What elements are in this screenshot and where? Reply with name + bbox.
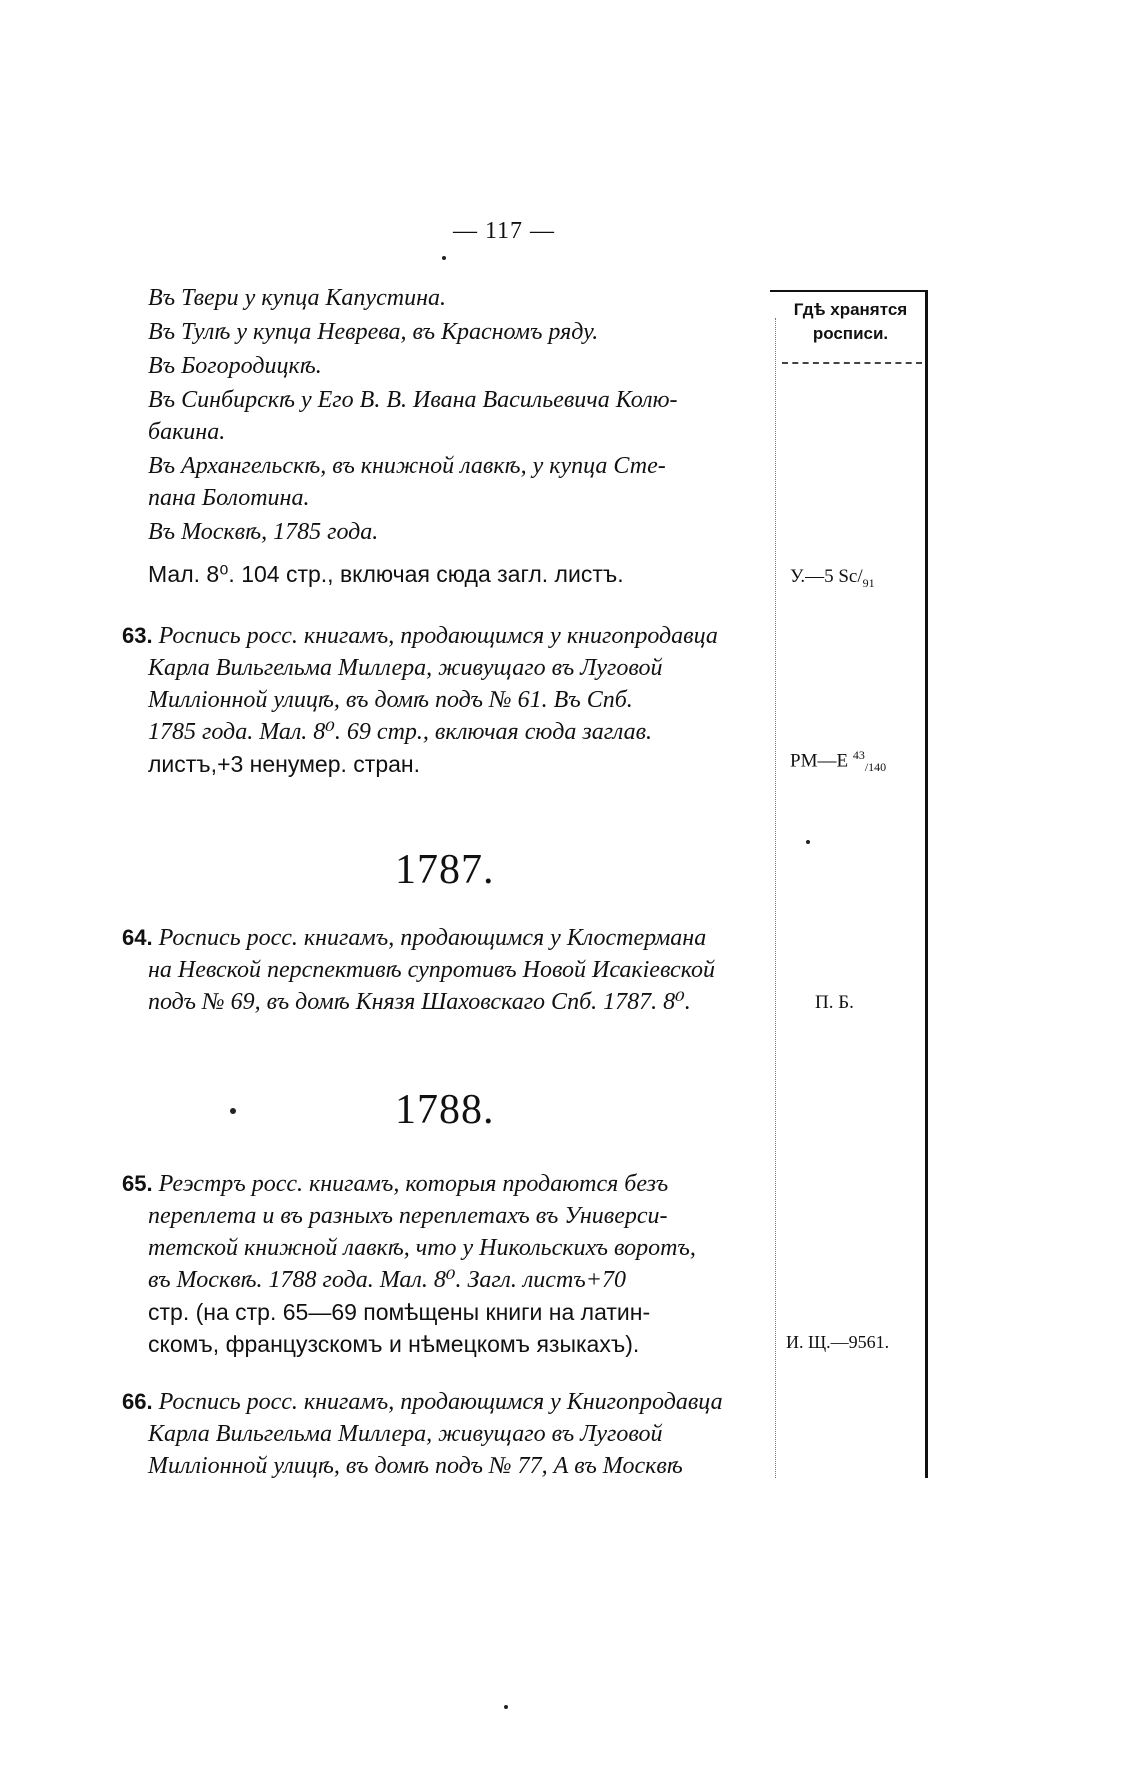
entry-number: 64. <box>122 925 153 950</box>
entry-line: Карла Вильгельма Миллера, живущаго въ Луговой <box>148 1421 663 1447</box>
column-right-rule <box>925 290 928 1478</box>
column-top-rule <box>770 290 928 292</box>
year-heading-1788: 1788. <box>395 1087 495 1133</box>
entry-line: 1785 года. Мал. 8⁰. 69 стр., включая сюда заглав. <box>148 719 653 745</box>
location-sub: 91 <box>862 575 875 590</box>
entry-line: Милліонной улицѣ, въ домѣ подъ № 61. Въ Спб. <box>148 687 633 713</box>
opening-line: Въ Тулѣ у купца Неврева, въ Красномъ ряду. <box>148 319 599 345</box>
location-65: И. Щ.—9561. <box>786 1332 890 1352</box>
scan-speck <box>442 256 446 260</box>
entry-line: стр. (на стр. 65—69 помѣщены книги на латин- <box>148 1299 651 1325</box>
entry-number: 65. <box>122 1171 153 1196</box>
opening-line: Въ Твери у купца Капустина. <box>148 285 446 311</box>
location-64: П. Б. <box>815 992 854 1013</box>
location-sub: /140 <box>864 760 887 775</box>
opening-line: Въ Москвѣ, 1785 года. <box>148 519 379 545</box>
page-number: — 117 — <box>452 218 556 244</box>
entry-line: Роспись росс. книгамъ, продающимся у Клостермана <box>158 925 707 951</box>
entry-number: 63. <box>122 623 153 648</box>
column-header-line2: росписи. <box>812 324 889 343</box>
entry-line: листъ,+3 ненумер. стран. <box>148 751 421 777</box>
entry-line: Реэстръ росс. книгамъ, которыя продаются безъ <box>158 1171 669 1197</box>
scan-speck <box>504 1705 508 1709</box>
entry-number: 66. <box>122 1389 153 1414</box>
location-main: У.—5 Sc/ <box>790 566 863 587</box>
year-heading-1787: 1787. <box>395 847 495 893</box>
entry-line: подъ № 69, въ домѣ Князя Шаховскаго Спб. 1787. 8⁰. <box>148 989 691 1015</box>
entry-line: Милліонной улицѣ, въ домѣ подъ № 77, А въ Москвѣ <box>148 1453 683 1479</box>
entry-line: скомъ, французскомъ и нѣмецкомъ языкахъ). <box>148 1331 640 1357</box>
opening-description: Мал. 8⁰. 104 стр., включая сюда загл. листъ. <box>148 561 624 587</box>
opening-line: Въ Синбирскѣ у Его В. В. Ивана Васильевича Колю- <box>148 387 678 413</box>
column-header-line1: Гдѣ хранятся <box>793 300 908 319</box>
entry-line: въ Москвѣ. 1788 года. Мал. 8⁰. Загл. листъ+70 <box>148 1267 626 1293</box>
entry-66 <box>122 1386 772 1482</box>
opening-block <box>148 282 772 590</box>
entry-line: Карла Вильгельма Миллера, живущаго въ Луговой <box>148 655 663 681</box>
entry-64 <box>122 922 772 1018</box>
entry-65 <box>122 1168 772 1360</box>
scan-speck <box>806 840 810 844</box>
location-opening <box>790 566 924 591</box>
entry-line: тетской книжной лавкѣ, что у Никольскихъ воротъ, <box>148 1235 696 1261</box>
column-left-rule <box>775 318 776 1478</box>
opening-line: бакина. <box>148 419 226 445</box>
entry-63 <box>122 620 772 780</box>
entry-line: на Невской перспективѣ супротивъ Новой Исакіевской <box>148 957 716 983</box>
opening-line: Въ Богородицкѣ. <box>148 353 322 379</box>
location-sup: 43 <box>852 748 865 762</box>
column-header <box>778 298 923 346</box>
entry-line: Роспись росс. книгамъ, продающимся у книгопродавца <box>158 623 718 649</box>
scan-speck <box>230 1108 236 1114</box>
column-header-divider <box>782 362 922 364</box>
location-main: РМ—Е <box>790 750 849 772</box>
opening-line: пана Болотина. <box>148 485 310 511</box>
location-63 <box>790 748 924 775</box>
entry-line: переплета и въ разныхъ переплетахъ въ Универси- <box>148 1203 668 1229</box>
opening-line: Въ Архангельскѣ, въ книжной лавкѣ, у купца Сте- <box>148 453 666 479</box>
entry-line: Роспись росс. книгамъ, продающимся у Книгопродавца <box>158 1389 723 1415</box>
